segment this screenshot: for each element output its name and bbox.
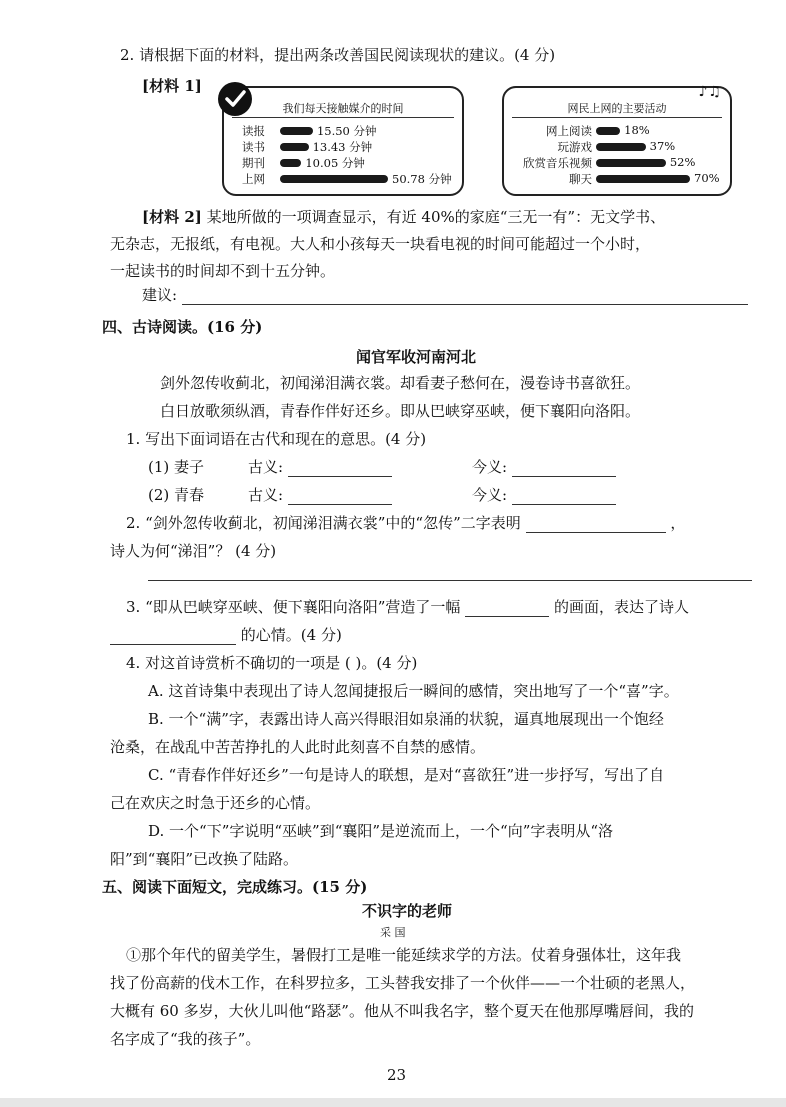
article-title: 不识字的老师 [362, 902, 453, 920]
internet-activity-value: 37% [649, 139, 676, 153]
divider [512, 117, 722, 118]
internet-activity-bar [596, 159, 666, 167]
media-time-value: 50.78 分钟 [392, 172, 452, 186]
ancient-meaning-label: 古义: [248, 486, 284, 504]
option-d-line-1: D. 一个“下”字说明“巫峡”到“襄阳”是逆流而上，一个“向”字表明从“洛 [148, 822, 614, 840]
internet-activity-chart [502, 86, 732, 196]
media-time-chart [222, 86, 464, 196]
question-4-2-line-2: 诗人为何“涕泪”？ (4 分) [110, 542, 277, 560]
q1-item-2-ancient [248, 484, 392, 505]
hurried-news-blank[interactable] [526, 532, 666, 533]
internet-activity-bar [596, 143, 646, 151]
q1-item-1-ancient [248, 456, 392, 477]
option-c-line-1: C. “青春作伴好还乡”一句是诗人的联想，是对“喜欲狂”进一步抒写，写出了自 [148, 766, 665, 784]
media-time-label: 期刊 [242, 156, 265, 170]
paragraph-1-line-3: 大概有 60 多岁，大伙儿叫他“路瑟”。他从不叫我名字，整个夏天在他那厚嘴唇间，我的 [110, 1002, 694, 1020]
media-time-bar [280, 175, 388, 183]
internet-activity-label: 网上阅读 [546, 124, 592, 138]
media-time-bar [280, 159, 301, 167]
material-2-label: [材料 2] [142, 208, 202, 226]
question-4-2-text: 2. “剑外忽传收蓟北，初闻涕泪满衣裳”中的“忽传”二字表明 [126, 514, 521, 532]
q1-item-1-word: (1) 妻子 [148, 458, 205, 476]
media-time-label: 读书 [242, 140, 265, 154]
question-4-3-line-1 [126, 596, 689, 617]
question-4-4-stem: 4. 对这首诗赏析不确切的一项是 ( )。(4 分) [126, 654, 418, 672]
modern-meaning-label: 今义: [472, 458, 508, 476]
article-author: 采 国 [380, 926, 406, 939]
internet-activity-label: 聊天 [569, 172, 592, 186]
material-1-label: [材料 1] [142, 77, 202, 95]
media-time-value: 10.05 分钟 [305, 156, 365, 170]
question-4-3-text-a: 3. “即从巴峡穿巫峡、便下襄阳向洛阳”营造了一幅 [126, 598, 461, 616]
internet-activity-label: 玩游戏 [557, 140, 592, 154]
question-4-1-stem: 1. 写出下面词语在古代和现在的意思。(4 分) [126, 430, 427, 448]
media-time-value: 13.43 分钟 [312, 140, 373, 154]
section-4-heading: 四、古诗阅读。(16 分) [102, 318, 263, 336]
internet-activity-value: 18% [624, 123, 650, 137]
media-time-bar [280, 143, 309, 151]
paragraph-1-line-2: 找了份高薪的伐木工作，在科罗拉多，工头替我安排了一个伙伴——一个壮硕的老黑人， [110, 974, 696, 992]
ancient-meaning-label: 古义: [248, 458, 284, 476]
media-time-label: 上网 [242, 172, 265, 186]
question-4-3-text-b: 的画面，表达了诗人 [553, 598, 689, 616]
scene-blank[interactable] [465, 616, 549, 617]
internet-activity-chart-title: 网民上网的主要活动 [567, 102, 667, 115]
bottom-edge [0, 1098, 786, 1107]
question-2-stem: 2. 请根据下面的材料，提出两条改善国民阅读现状的建议。(4 分) [120, 46, 556, 64]
divider [232, 117, 454, 118]
paragraph-1-line-4: 名字成了“我的孩子”。 [110, 1030, 261, 1048]
q1-item-2-modern [472, 484, 616, 505]
modern-meaning-label: 今义: [472, 486, 508, 504]
option-a: A. 这首诗集中表现出了诗人忽闻捷报后一瞬间的感情，突出地写了一个“喜”字。 [148, 682, 679, 700]
material-2-line-3: 一起读书的时间却不到十五分钟。 [110, 262, 336, 280]
option-b-line-1: B. 一个“满”字，表露出诗人高兴得眼泪如泉涌的状貌，逼真地展现出一个饱经 [148, 710, 664, 728]
option-b-line-2: 沧桑，在战乱中苦苦挣扎的人此时此刻喜不自禁的感情。 [110, 738, 486, 756]
option-d-line-2: 阳”到“襄阳”已改换了陆路。 [110, 850, 299, 868]
internet-activity-value: 52% [669, 155, 696, 169]
media-time-bar [280, 127, 313, 135]
question-4-2-line-1 [126, 512, 685, 533]
modern-meaning-blank[interactable] [512, 476, 616, 477]
section-5-heading: 五、阅读下面短文，完成练习。(15 分) [102, 878, 368, 896]
q1-item-2-word: (2) 青春 [148, 486, 205, 504]
internet-activity-value: 70% [694, 171, 720, 185]
material-2-line-1 [142, 206, 665, 227]
paragraph-1-line-1: ①那个年代的留美学生，暑假打工是唯一能延续求学的方法。仗着身强体壮，这年我 [126, 946, 682, 964]
q1-item-1-modern [472, 456, 616, 477]
internet-activity-bar [596, 175, 690, 183]
poem-line-1: 剑外忽传收蓟北，初闻涕泪满衣裳。却看妻子愁何在，漫卷诗书喜欲狂。 [160, 374, 641, 392]
suggestion-label: 建议: [142, 286, 178, 304]
page-number: 23 [387, 1066, 407, 1084]
mood-blank[interactable] [110, 644, 236, 645]
media-time-chart-title: 我们每天接触媒介的时间 [282, 102, 404, 115]
ancient-meaning-blank[interactable] [288, 504, 392, 505]
suggestion-answer-blank[interactable] [182, 304, 748, 305]
question-4-3-text-c: 的心情。(4 分) [240, 626, 342, 644]
internet-activity-label: 欣赏音乐视频 [523, 156, 592, 170]
music-notes-icon: ♪♫ [698, 84, 722, 100]
material-2-text-1: 某地所做的一项调查显示，有近 40%的家庭“三无一有”：无文学书、 [206, 208, 666, 226]
option-c-line-2: 己在欢庆之时急于还乡的心情。 [110, 794, 321, 812]
media-time-label: 读报 [242, 124, 265, 138]
material-2-line-2: 无杂志，无报纸，有电视。大人和小孩每天一块看电视的时间可能超过一个小时， [110, 235, 651, 253]
media-time-value: 15.50 分钟 [316, 124, 377, 138]
internet-activity-bar [596, 127, 620, 135]
poem-line-2: 白日放歌须纵酒，青春作伴好还乡。即从巴峡穿巫峡，便下襄阳向洛阳。 [160, 402, 641, 420]
ancient-meaning-blank[interactable] [288, 476, 392, 477]
comma: ， [670, 514, 686, 532]
suggestion-row [142, 284, 748, 305]
question-4-3-line-2 [110, 624, 342, 645]
poem-title: 闻官军收河南河北 [356, 348, 477, 366]
modern-meaning-blank[interactable] [512, 504, 616, 505]
tears-answer-blank[interactable] [148, 580, 752, 581]
